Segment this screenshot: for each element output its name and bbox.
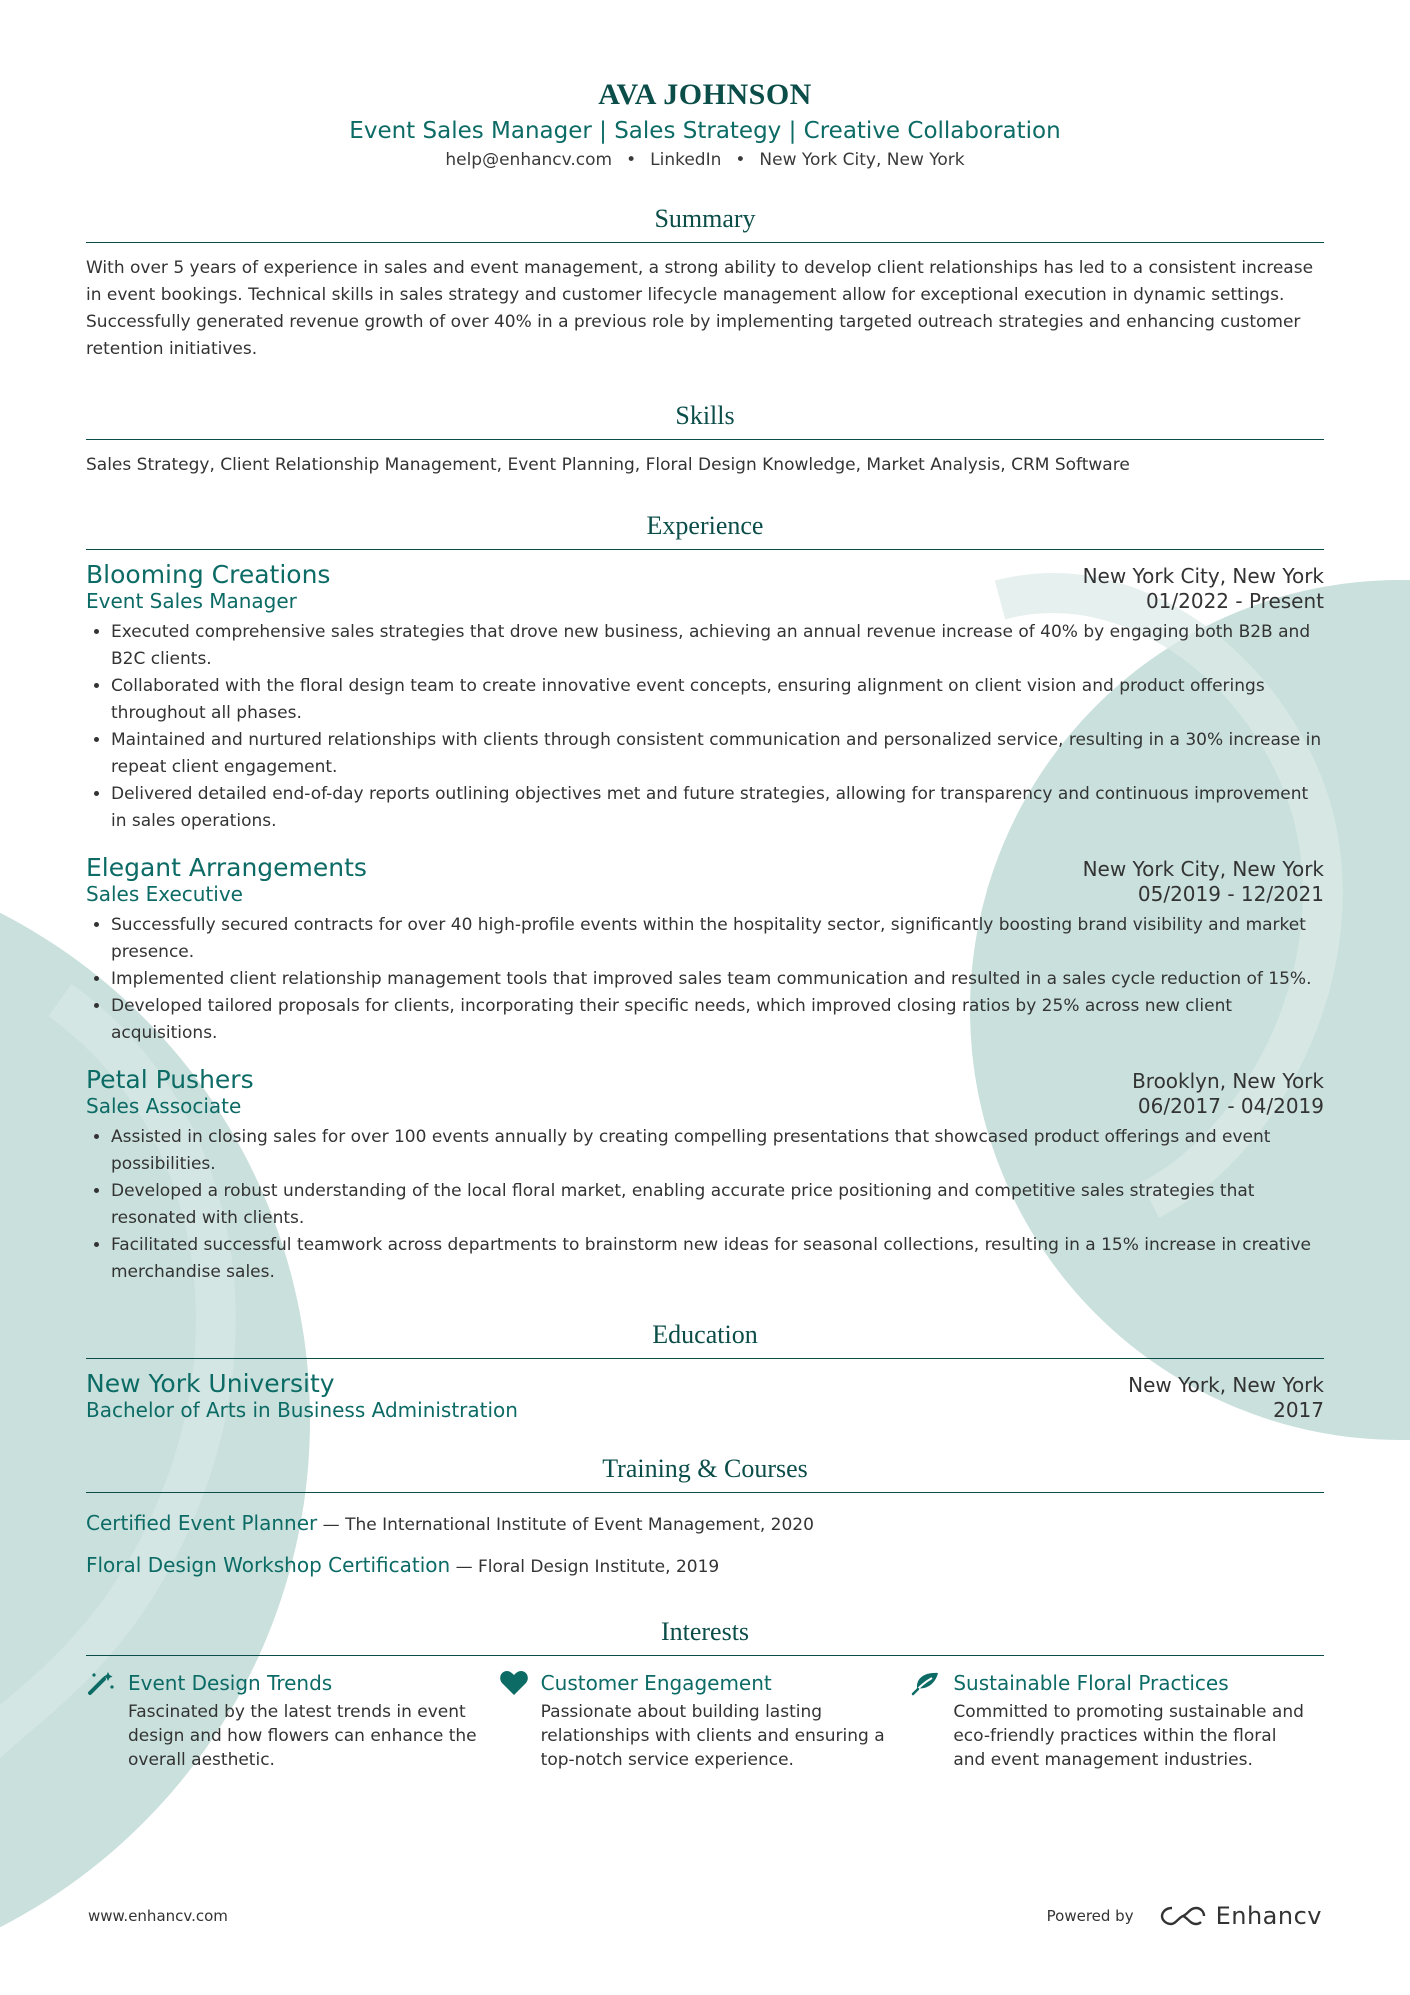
school-name: New York University (86, 1369, 335, 1398)
course-entry: Floral Design Workshop Certification — Floral Design Institute, 2019 (86, 1553, 720, 1577)
summary-section (86, 204, 1324, 363)
job-dates: 05/2019 - 12/2021 (1137, 882, 1324, 906)
graduation-year: 2017 (1273, 1398, 1324, 1422)
school-location: New York, New York (1128, 1373, 1324, 1397)
experience-section (86, 511, 1324, 1286)
education-section (86, 1320, 1324, 1422)
interest-description: Passionate about building lasting relationships with clients and ensuring a top-notch service experience. (540, 1702, 885, 1770)
bullet-item: • Executed comprehensive sales strategies that drove new business, achieving an annual revenue increase of 40% by engaging both B2B and B2C clients. (111, 619, 1324, 673)
bullet-item: • Implemented client relationship management tools that improved sales team communication and resulted in a sales cycle reduction of 15%. (111, 966, 1324, 993)
bullet-item: • Developed tailored proposals for clients, incorporating their specific needs, which improved closing ratios by 25% across new client acquisitions. (111, 993, 1324, 1047)
location-text: New York City, New York (759, 150, 965, 170)
education-entry (86, 1369, 1324, 1422)
powered-by-label: Powered by (1046, 1907, 1134, 1925)
bullet-item: • Assisted in closing sales for over 100 events annually by creating compelling presentations that showcased product offerings and event possibilities. (111, 1124, 1324, 1178)
company-name: Elegant Arrangements (86, 853, 367, 882)
job-bullets (86, 1124, 1324, 1286)
degree: Bachelor of Arts in Business Administration (86, 1398, 518, 1422)
interests-section (86, 1617, 1324, 1772)
course-detail: Floral Design Institute, 2019 (478, 1557, 720, 1577)
course-detail: The International Institute of Event Management, 2020 (345, 1515, 814, 1535)
course-entry: Certified Event Planner — The International Institute of Event Management, 2020 (86, 1511, 814, 1535)
enhancv-brand[interactable]: Enhancv (1215, 1902, 1322, 1930)
job-entry (86, 1065, 1324, 1286)
leaf-icon (911, 1670, 941, 1696)
tagline: Event Sales Manager | Sales Strategy | Creative Collaboration (349, 118, 1061, 144)
section-title-interests: Interests (86, 1617, 1324, 1656)
resume-header (86, 0, 1324, 170)
interest-description: Committed to promoting sustainable and eco-friendly practices within the floral and event management industries. (953, 1702, 1304, 1770)
interest-item (911, 1670, 1324, 1772)
bullet-item: • Developed a robust understanding of the local floral market, enabling accurate price positioning and competitive sales strategies that resonated with clients. (111, 1178, 1324, 1232)
job-entry (86, 853, 1324, 1047)
skills-text: Sales Strategy, Client Relationship Management, Event Planning, Floral Design Knowledge, Market Analysis, CRM Software (86, 455, 1130, 475)
job-location: Brooklyn, New York (1132, 1069, 1324, 1093)
bullet-item: • Collaborated with the floral design team to create innovative event concepts, ensuring alignment on client vision and product offerings throughout all phases. (111, 673, 1324, 727)
section-title-skills: Skills (86, 401, 1324, 440)
job-bullets (86, 912, 1324, 1047)
interest-title: Event Design Trends (128, 1671, 333, 1695)
separator-dot: • (735, 150, 746, 170)
interest-item (499, 1670, 912, 1772)
bullet-item: • Maintained and nurtured relationships with clients through consistent communication and personalized service, resulting in a 30% increase in repeat client engagement. (111, 727, 1324, 781)
heart-icon (499, 1670, 529, 1696)
interests-list (86, 1670, 1324, 1772)
section-title-education: Education (86, 1320, 1324, 1359)
linkedin-link[interactable]: LinkedIn (650, 150, 722, 170)
training-section (86, 1454, 1324, 1577)
section-title-summary: Summary (86, 204, 1324, 243)
candidate-name: AVA JOHNSON (598, 78, 812, 111)
separator-dot: • (626, 150, 637, 170)
bullet-item: • Delivered detailed end-of-day reports outlining objectives met and future strategies, allowing for transparency and continuous improvement in sales operations. (111, 781, 1324, 835)
bullet-item: • Successfully secured contracts for over 40 high-profile events within the hospitality sector, significantly boosting brand visibility and market presence. (111, 912, 1324, 966)
job-dates: 01/2022 - Present (1145, 589, 1324, 613)
bullet-item: • Facilitated successful teamwork across departments to brainstorm new ideas for seasonal collections, resulting in a 15% increase in creative merchandise sales. (111, 1232, 1324, 1286)
section-title-training: Training & Courses (86, 1454, 1324, 1493)
job-location: New York City, New York (1082, 564, 1324, 588)
section-title-experience: Experience (86, 511, 1324, 550)
job-role: Sales Associate (86, 1094, 242, 1118)
summary-text: With over 5 years of experience in sales and event management, a strong ability to develop client relationships has led to a consistent increase in event bookings. Technical skills in sales strategy and customer lifecycle management allow for exceptional execution in dynamic settings. Successfully generated revenue growth of over 40% in a previous role by implementing targeted outreach strategies and enhancing customer retention initiatives. (86, 258, 1314, 359)
job-bullets (86, 619, 1324, 835)
magic-wand-icon (86, 1670, 116, 1696)
footer-site-link[interactable]: www.enhancv.com (88, 1907, 228, 1925)
interest-description: Fascinated by the latest trends in event design and how flowers can enhance the overall aesthetic. (128, 1702, 477, 1770)
powered-by (1047, 1902, 1322, 1930)
course-name: Floral Design Workshop Certification (86, 1553, 451, 1577)
skills-section (86, 401, 1324, 479)
company-name: Blooming Creations (86, 560, 331, 589)
company-name: Petal Pushers (86, 1065, 254, 1094)
email-link[interactable]: help@enhancv.com (445, 150, 613, 170)
enhancv-logo-icon (1160, 1904, 1206, 1928)
job-role: Sales Executive (86, 882, 243, 906)
job-entry (86, 560, 1324, 835)
job-role: Event Sales Manager (86, 589, 297, 613)
contact-line (86, 150, 1324, 170)
interest-title: Sustainable Floral Practices (953, 1671, 1229, 1695)
page-footer (88, 1902, 1322, 1930)
job-location: New York City, New York (1082, 857, 1324, 881)
interest-title: Customer Engagement (540, 1671, 772, 1695)
course-name: Certified Event Planner (86, 1511, 318, 1535)
job-dates: 06/2017 - 04/2019 (1137, 1094, 1324, 1118)
interest-item (86, 1670, 499, 1772)
